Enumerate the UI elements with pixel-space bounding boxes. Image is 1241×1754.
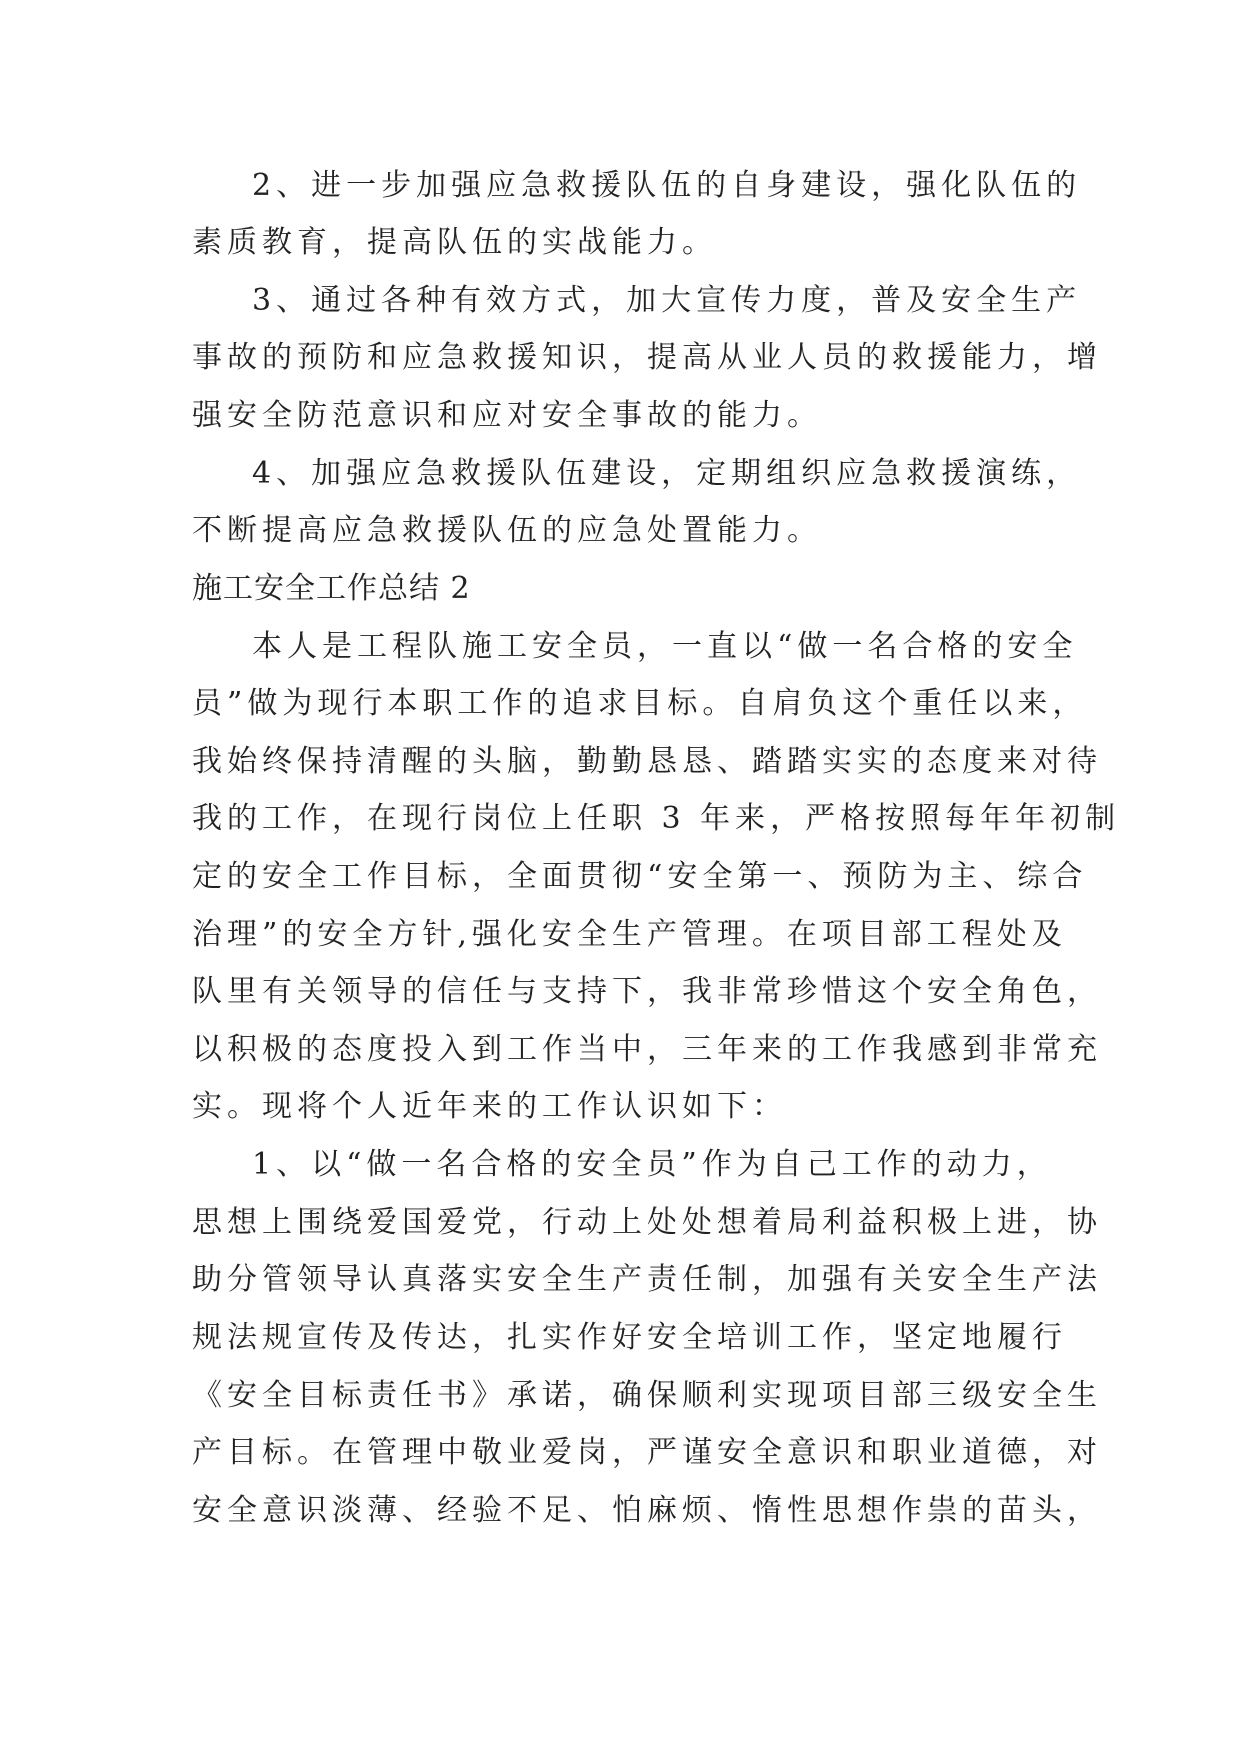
paragraph-line: 1、以“做一名合格的安全员”作为自己工作的动力， <box>252 1147 1052 1182</box>
paragraph-line: 素质教育，提高队伍的实战能力。 <box>192 225 717 260</box>
paragraph-line: 产目标。在管理中敬业爱岗，严谨安全意识和职业道德，对 <box>192 1435 1102 1470</box>
paragraph-line: 安全意识淡薄、经验不足、怕麻烦、惰性思想作祟的苗头， <box>192 1493 1102 1528</box>
paragraph-line: 思想上围绕爱国爱党，行动上处处想着局利益积极上进，协 <box>192 1205 1102 1240</box>
paragraph-line: 4、加强应急救援队伍建设，定期组织应急救援演练， <box>252 456 1082 491</box>
paragraph-line: 实。现将个人近年来的工作认识如下： <box>192 1089 787 1124</box>
paragraph-line: 3、通过各种有效方式，加大宣传力度，普及安全生产 <box>252 283 1082 318</box>
paragraph-line: 定的安全工作目标，全面贯彻“安全第一、预防为主、综合 <box>192 859 1088 894</box>
paragraph-line: 助分管领导认真落实安全生产责任制，加强有关安全生产法 <box>192 1262 1102 1297</box>
paragraph-line: 队里有关领导的信任与支持下，我非常珍惜这个安全角色， <box>192 974 1102 1009</box>
paragraph-line: 强安全防范意识和应对安全事故的能力。 <box>192 398 822 433</box>
paragraph-line: 规法规宣传及传达，扎实作好安全培训工作，坚定地履行 <box>192 1320 1067 1355</box>
paragraph-line: 我始终保持清醒的头脑，勤勤恳恳、踏踏实实的态度来对待 <box>192 744 1102 779</box>
paragraph-line: 不断提高应急救援队伍的应急处置能力。 <box>192 513 822 548</box>
paragraph-line: 我的工作，在现行岗位上任职 3 年来，严格按照每年年初制 <box>192 801 1121 836</box>
paragraph-line: 治理”的安全方针,强化安全生产管理。在项目部工程处及 <box>192 917 1067 952</box>
paragraph-line: 员”做为现行本职工作的追求目标。自肩负这个重任以来， <box>192 686 1088 721</box>
paragraph-line: 《安全目标责任书》承诺，确保顺利实现项目部三级安全生 <box>192 1378 1102 1413</box>
section-heading: 施工安全工作总结 2 <box>192 571 471 606</box>
paragraph-line: 以积极的态度投入到工作当中，三年来的工作我感到非常充 <box>192 1032 1102 1067</box>
paragraph-line: 2、进一步加强应急救援队伍的自身建设，强化队伍的 <box>252 168 1082 203</box>
paragraph-line: 事故的预防和应急救援知识，提高从业人员的救援能力，增 <box>192 340 1102 375</box>
paragraph-line: 本人是工程队施工安全员，一直以“做一名合格的安全 <box>252 629 1078 664</box>
